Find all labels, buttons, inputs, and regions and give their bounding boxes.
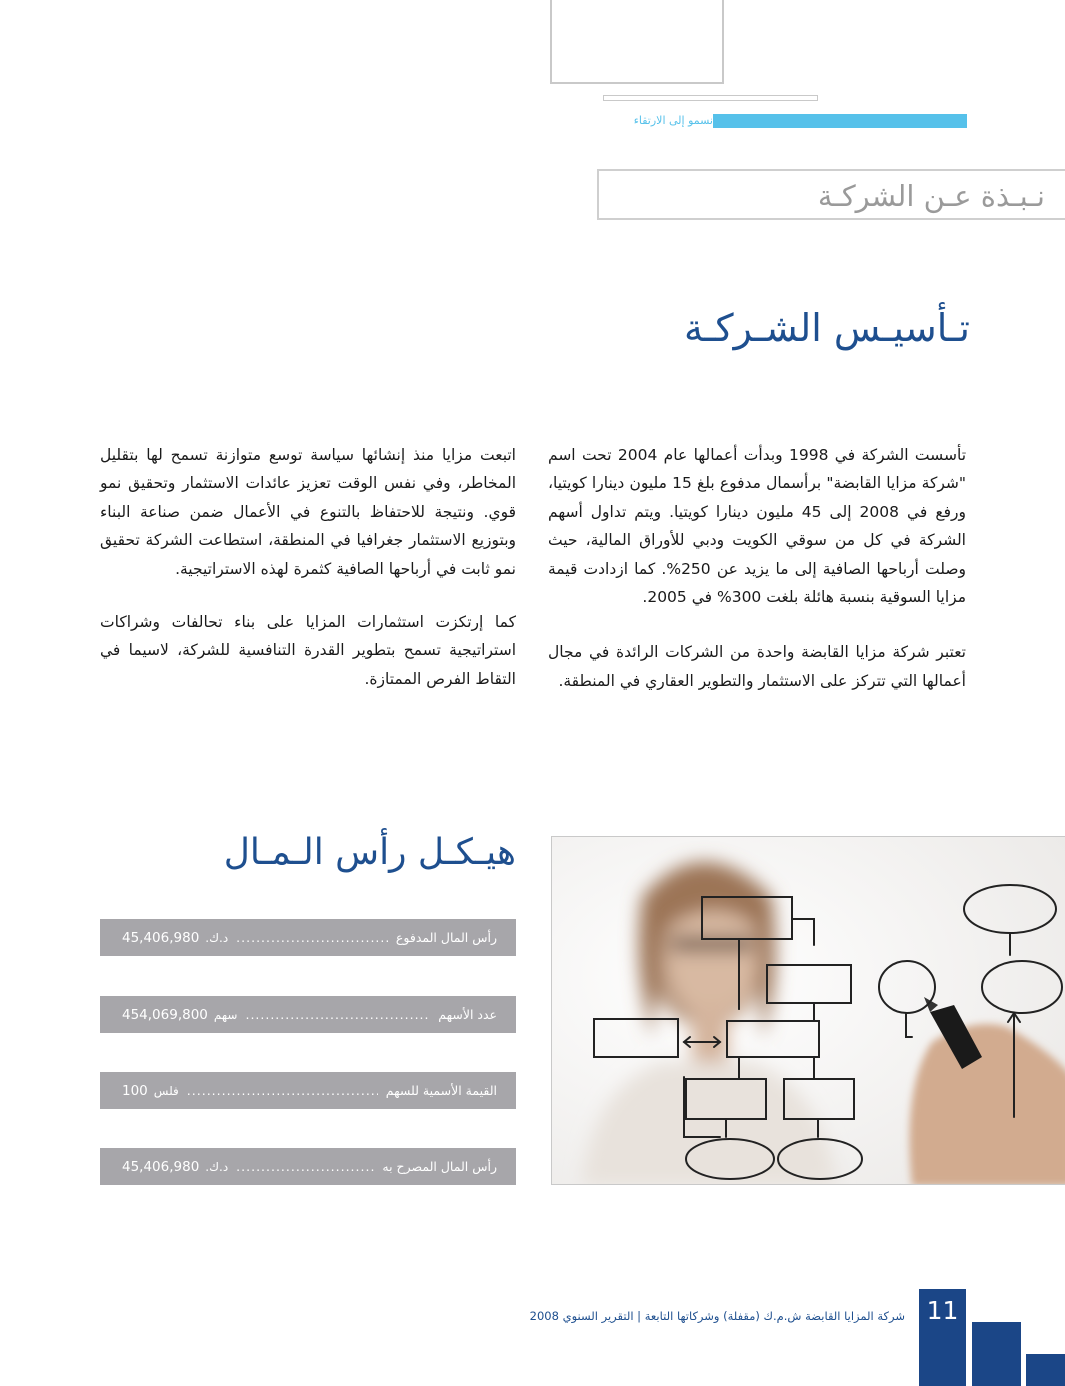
paragraph: كما إرتكزت استثمارات المزايا على بناء تحالفات وشراكات استراتيجية تسمح بتطوير القدرة التنافسية للشركة، لاسيما في التقاط الفرص الممتازة. xyxy=(100,613,516,688)
capital-row-unit: د.ك. xyxy=(205,1159,229,1174)
capital-row-amount xyxy=(122,1007,237,1023)
decorative-frame xyxy=(550,0,724,84)
capital-row-unit: د.ك. xyxy=(205,930,229,945)
capital-row-label: عدد الأسهم xyxy=(438,1007,497,1022)
capital-row-unit: سهم xyxy=(213,1007,238,1022)
capital-row-amount xyxy=(122,1083,179,1099)
capital-row-amount xyxy=(122,1159,228,1175)
page-number-block xyxy=(919,1289,966,1386)
founding-text-left-column xyxy=(100,441,516,693)
capital-structure-heading: هيـكـل رأس الـمـال xyxy=(223,832,516,873)
capital-row-value: 454,069,800 xyxy=(122,1006,208,1023)
capital-row-amount xyxy=(122,930,228,946)
founding-text-right-column xyxy=(548,441,966,695)
capital-row-value: 45,406,980 xyxy=(122,1158,200,1175)
capital-row-value: 100 xyxy=(122,1082,148,1099)
leader-dots xyxy=(236,1159,374,1174)
capital-row-unit: فلس xyxy=(153,1083,179,1098)
decorative-rule xyxy=(603,95,818,101)
section-title-box xyxy=(597,169,1065,220)
founding-heading: تـأسيـس الشـركـة xyxy=(684,306,970,350)
capital-row-nominal-value xyxy=(100,1072,516,1109)
tagline: نسمو إلى الارتقاء xyxy=(603,112,713,130)
flowchart-illustration xyxy=(552,837,1065,1185)
capital-row-shares xyxy=(100,996,516,1033)
paragraph: تعتبر شركة مزايا القابضة واحدة من الشركات الرائدة في مجال أعمالها التي تتركز على الاستثمار والتطوير العقاري في المنطقة. xyxy=(548,643,966,690)
capital-row-authorized xyxy=(100,1148,516,1185)
capital-row-paid-up xyxy=(100,919,516,956)
paragraph: تأسست الشركة في 1998 وبدأت أعمالها عام 2004 تحت اسم "شركة مزايا القابضة" برأسمال مدفوع بلغ 15 مليون دينارا كويتيا، ورفع في 2008 إلى 45 مليون دينارا كويتيا. ويتم تداول أسهم الشركة في كل من سوقي الكويت ودبي للأوراق المالية، حيث وصلت أرباحها الصافية إلى ما يزيد عن 250%. كما ازدادت قيمة مزايا السوقية بنسبة هائلة بلغت 300% في 2005. xyxy=(548,446,967,607)
page-number: 11 xyxy=(926,1296,959,1325)
decorative-block xyxy=(1026,1354,1065,1386)
leader-dots xyxy=(187,1083,378,1098)
section-title: نـبـذة عـن الشركـة xyxy=(817,179,1045,213)
paragraph: اتبعت مزايا منذ إنشائها سياسة توسع متوازنة تسمح لها بتقليل المخاطر، وفي نفس الوقت تعزيز عائدات الاستثمار وتحقيق نمو قوي. ونتيجة للاحتفاظ بالتنوع في الأعمال ضمن صناعة البناء وبتوزيع الاستثمار جغرافيا في المنطقة، استطاعت الشركة تحقيق نمو ثابت في أرباحها الصافية كثمرة لهذه الاستراتيجية. xyxy=(100,446,516,578)
capital-row-value: 45,406,980 xyxy=(122,929,200,946)
capital-row-label: رأس المال المدفوع xyxy=(395,930,497,945)
capital-row-label: رأس المال المصرح به xyxy=(382,1159,497,1174)
flowchart-photo xyxy=(551,836,1065,1185)
capital-row-label: القيمة الأسمية للسهم xyxy=(385,1083,497,1098)
leader-dots xyxy=(236,930,388,945)
decorative-block xyxy=(972,1322,1021,1386)
leader-dots xyxy=(245,1007,430,1022)
footer-caption: شركة المزايا القابضة ش.م.ك (مقفلة) وشركاتها التابعة | التقرير السنوي 2008 xyxy=(529,1309,905,1323)
